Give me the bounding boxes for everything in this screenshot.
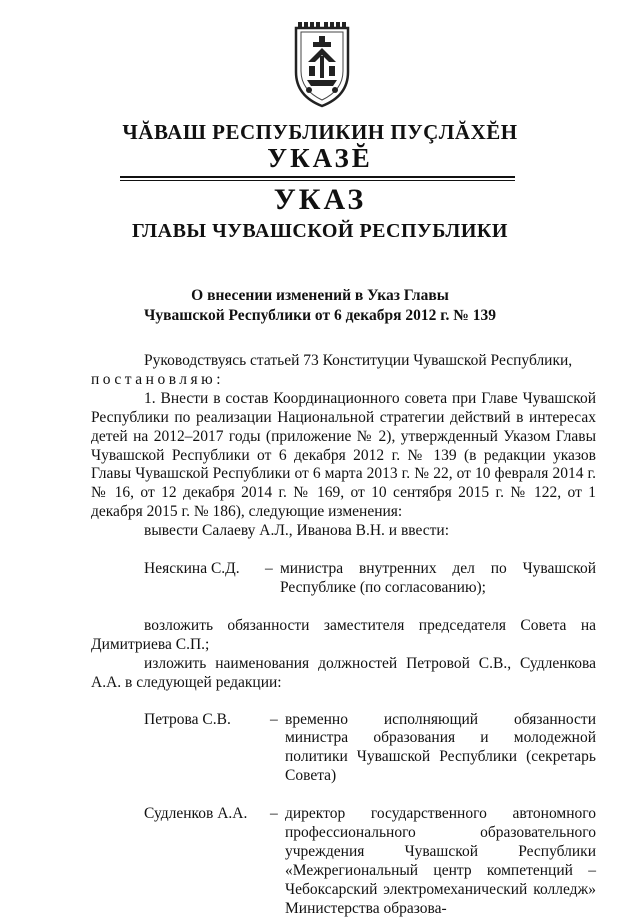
member-name: Неяскина С.Д. [144,560,240,578]
header-rule-thin [120,180,515,181]
paragraph-rename-positions: изложить наименования должностей Петровой С.В., Судленкова А.А. в следующей редакции: [91,654,596,691]
member-dash: – [265,560,273,578]
member-dash: – [270,710,278,728]
member-name: Петрова С.В. [144,710,231,728]
member-row [91,805,596,918]
member-position: министра внутренних дел по Чувашской Республике (по согласованию); [280,560,596,596]
chuvash-decree-word: УКАЗĔ [267,143,373,173]
member-row [91,560,596,598]
chuvash-header-line: ЧĂВАШ РЕСПУБЛИКИН ПУÇЛĂХĔН [122,120,518,144]
paragraph-1: 1. Внести в состав Координационного совета при Главе Чувашской Республики по реализации Национальной стратегии действий в интересах детей на 2012–2017 годы (приложение № 2), утвержденный Указом Главы Чувашской Республики от 6 декабря 2012 г. № 139 (в редакции указов Главы Чувашской Республики от 6 марта 2013 г. № 22, от 10 февраля 2014 г. № 16, от 12 декабря 2014 г. № 169, от 10 сентября 2015 г. № 122, от 1 декабря 2015 г. № 186), следующие изменения: [91,389,596,521]
member-name: Судленков А.А. [144,805,248,823]
paragraph-deputy-chair: возложить обязанности заместителя председателя Совета на Димитриева С.П.; [91,616,596,653]
russian-header-line: ГЛАВЫ ЧУВАШСКОЙ РЕСПУБЛИКИ [132,220,508,242]
header-rule-thick [120,176,515,178]
member-position: временно исполняющий обязанности министра образования и молодежной политики Чувашской Республики (секретарь Совета) [285,710,596,785]
paragraph-remove-add: вывести Салаеву А.Л., Иванова В.Н. и ввести: [144,522,450,540]
document-title [0,286,640,326]
title-line-1: О внесении изменений в Указ Главы [191,287,449,304]
document-body [91,352,596,919]
coat-of-arms-emblem [289,22,355,108]
intro-paragraph: Руководствуясь статьей 73 Конституции Чувашской Республики, [144,352,573,369]
title-line-2: Чувашской Республики от 6 декабря 2012 г. № 139 [144,307,496,324]
member-row [91,711,596,787]
russian-decree-word: УКАЗ [273,183,367,216]
member-position: директор государственного автономного профессионального образовательного учреждения Чувашской Республики «Межрегиональный центр компетенций – Чебоксарский электромеханический колледж» Министерства образова- [285,805,596,917]
member-dash: – [270,805,278,823]
decree-word: постановляю: [91,370,225,388]
